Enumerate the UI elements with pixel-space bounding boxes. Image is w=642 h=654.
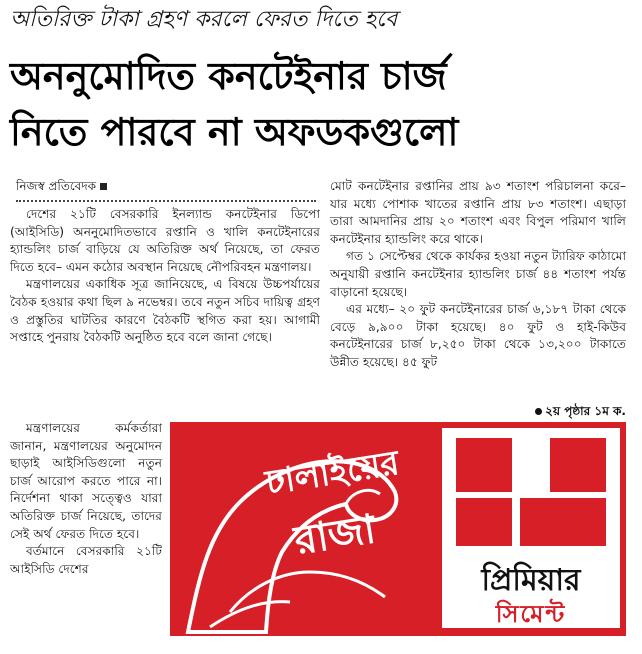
- article-column-left: [10, 206, 320, 347]
- paragraph: মোট কনটেইনার রপ্তানির প্রায় ৯৩ শতাংশ পরিচালনা করে– যার মধ্যে পোশাক খাতের রপ্তানি প্রায় ৮৩ শতাংশ। এছাড়া তারা আমদানির প্রায় ২০ শতাংশ এবং বিপুল পরিমাণ খালি কনটেইনার হ্যান্ডলিং করে থাকে।: [330, 179, 626, 246]
- paragraph: গত ১ সেপ্টেম্বর থেকে কার্যকর হওয়া নতুন ট্যারিফ কাঠামো অনুযায়ী রপ্তানি কনটেইনার হ্যান্ডলিং চার্জ ৪৪ শতাংশ পর্যন্ত বাড়ানো হয়েছে।: [330, 249, 626, 299]
- paragraph: মন্ত্রণালয়ের একাধিক সূত্র জানিয়েছে, এ বিষয়ে উচ্চপর্যায়ের বৈঠক হওয়ার কথা ছিল ৯ নভেম্বর। তবে নতুন সচিব দায়িত্ব গ্রহণ ও প্রস্তুতির ঘাটতির কারণে বৈঠকটি স্থগিত করা হয়। আগামী সপ্তাহে পুনরায় বৈঠকটি অনুষ্ঠিত হবে বলে জানা গেছে।: [10, 277, 320, 345]
- headline-line-1: অননুমোদিত কনটেইনার চার্জ: [10, 54, 447, 98]
- continuation-note[interactable]: [330, 403, 626, 419]
- brand-squares-icon: [442, 428, 620, 552]
- paragraph: এর মধ্যে– ২০ ফুট কনটেইনারের চার্জ ৬,১৮৭ টাকা থেকে বেড়ে ৯,৯০০ টাকা হয়েছে। ৪০ ফুট ও হাই-কিউব কনটেইনারের চার্জ ৮,২৫০ টাকা থেকে ১৩,২০০ টাকাতে উন্নীত হয়েছে। ৪৫ ফুট: [330, 302, 626, 369]
- article-column-left-lower: [10, 420, 162, 578]
- continuation-text: ২য় পৃষ্ঠার ১ম ক.: [545, 404, 626, 418]
- paragraph: মন্ত্রণালয়ের কর্মকর্তারা জানান, মন্ত্রণালয়ের অনুমোদন ছাড়াই আইসিডিগুলো নতুন চার্জ আরোপ করতে পারে না। নির্দেশনা থাকা সত্ত্বেও যারা অতিরিক্ত চার্জ নিয়েছে, তাদের সেই অর্থ ফেরত দিতে হবে।: [10, 421, 162, 541]
- bullet-icon: [535, 408, 542, 415]
- brand-logo: [442, 428, 620, 628]
- dotted-divider: [16, 200, 316, 202]
- article-column-right: [330, 178, 626, 372]
- square-bullet-icon: [100, 183, 107, 190]
- kicker: অতিরিক্ত টাকা গ্রহণ করলে ফেরত দিতে হবে: [10, 7, 398, 32]
- byline: [16, 178, 316, 194]
- paragraph: দেশের ২১টি বেসরকারি ইনল্যান্ড কনটেইনার ডিপো (আইসিডি) অননুমোদিতভাবে রপ্তানি ও খালি কনটেইনারের হ্যান্ডলিং চার্জ বাড়িয়ে যে অতিরিক্ত অর্থ নিয়েছে, তা ফেরত দিতে হবে– এমন কঠোর অবস্থান নিয়েছে নৌপরিবহন মন্ত্রণালয়।: [10, 207, 320, 274]
- paragraph: বর্তমানে বেসরকারি ২১টি আইসিডি দেশের: [10, 544, 162, 576]
- headline-line-2: নিতে পারবে না অফডকগুলো: [10, 110, 459, 154]
- headline: [10, 48, 630, 160]
- advertisement[interactable]: [170, 422, 626, 636]
- byline-text: নিজস্ব প্রতিবেদক: [16, 179, 97, 193]
- brand-name-line-1: প্রিমিয়ার: [481, 563, 581, 598]
- ad-slogan-line-1: ঢালাইয়ের: [262, 442, 402, 504]
- ad-slogan-line-2: রাজা: [291, 506, 379, 565]
- brand-name-line-2: সিমেন্ট: [495, 600, 567, 628]
